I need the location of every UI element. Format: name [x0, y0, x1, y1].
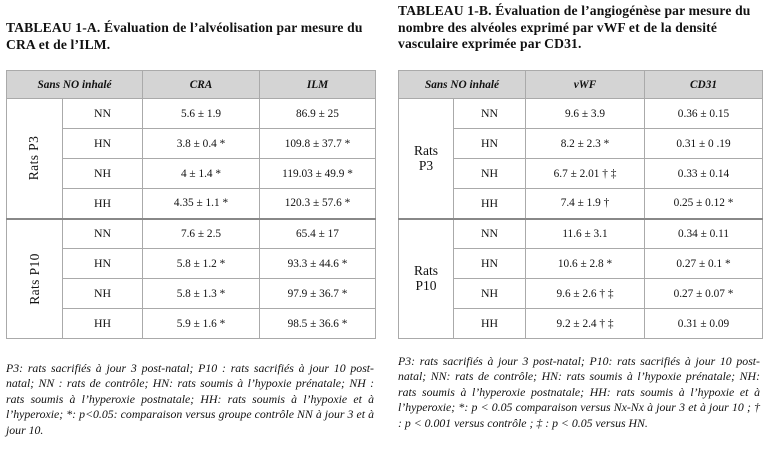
- cra-value: 4.35 ± 1.1 *: [143, 189, 260, 219]
- condition-label: HN: [454, 249, 526, 279]
- cra-value: 5.8 ± 1.2 *: [143, 249, 260, 279]
- condition-label: NH: [454, 159, 526, 189]
- group-label-line: P10: [415, 278, 437, 294]
- cd31-value: 0.27 ± 0.1 *: [645, 249, 763, 279]
- ilm-value: 65.4 ± 17: [260, 219, 376, 249]
- cd31-value: 0.34 ± 0.11: [645, 219, 763, 249]
- vwf-value: 11.6 ± 3.1: [526, 219, 645, 249]
- table-row: [7, 309, 376, 339]
- condition-label: HH: [63, 309, 143, 339]
- group-label: [414, 143, 438, 173]
- cra-value: 5.8 ± 1.3 *: [143, 279, 260, 309]
- ilm-value: 93.3 ± 44.6 *: [260, 249, 376, 279]
- vwf-value: 10.6 ± 2.8 *: [526, 249, 645, 279]
- ilm-value: 98.5 ± 36.6 *: [260, 309, 376, 339]
- table-b-footnote: P3: rats sacrifiés à jour 3 post-natal; P10: rats sacrifiés à jour 10 post-natal; NN: rats de contrôle; HN: rats soumis à l’hypoxie prénatale; NH: rats soumis à l’hyperoxie postnatale; HH: rats soumis à l’hypoxie et à l’hyperoxie; *: p < 0.05 comparaison versus Nx-Nx à jour 3 et à jour 10 ; † : p < 0.001 versus contrôle ; ‡ : p < 0.05 versus HN.: [398, 354, 760, 430]
- table-row: [399, 219, 763, 249]
- cd31-value: 0.31 ± 0.09: [645, 309, 763, 339]
- table-row: [7, 189, 376, 219]
- table-a-col-header-ilm: ILM: [260, 71, 376, 99]
- cra-value: 4 ± 1.4 *: [143, 159, 260, 189]
- condition-label: NN: [454, 219, 526, 249]
- table-row: [399, 279, 763, 309]
- condition-label: NN: [454, 99, 526, 129]
- group-label: [414, 263, 438, 293]
- table-row: [399, 99, 763, 129]
- condition-label: HH: [454, 189, 526, 219]
- table-a-corner-header: Sans NO inhalé: [7, 71, 143, 99]
- ilm-value: 86.9 ± 25: [260, 99, 376, 129]
- group-label: Rats P3: [26, 136, 42, 181]
- condition-label: HN: [63, 129, 143, 159]
- table-b-corner-header: Sans NO inhalé: [399, 71, 526, 99]
- table-row: [399, 159, 763, 189]
- group-label-line: Rats: [413, 142, 438, 158]
- table-row: [7, 129, 376, 159]
- condition-label: NH: [63, 159, 143, 189]
- table-b-title: TABLEAU 1-B. Évaluation de l’angiogénèse par mesure du nombre des alvéoles exprimé par vWF et de la densité vasculaire exprimée par CD31.: [398, 3, 751, 51]
- table-row: [399, 249, 763, 279]
- vwf-value: 8.2 ± 2.3 *: [526, 129, 645, 159]
- table-row: [7, 99, 376, 129]
- group-label-line: Rats: [413, 263, 438, 279]
- table-row: [7, 249, 376, 279]
- vwf-value: 6.7 ± 2.01 † ‡: [526, 159, 645, 189]
- group-label: Rats P10: [26, 252, 42, 305]
- vwf-value: 9.6 ± 3.9: [526, 99, 645, 129]
- group-label-line: P3: [418, 157, 434, 173]
- cd31-value: 0.36 ± 0.15: [645, 99, 763, 129]
- cd31-value: 0.27 ± 0.07 *: [645, 279, 763, 309]
- table-row: [399, 129, 763, 159]
- table-row: [7, 159, 376, 189]
- table-b-group-p3: [399, 99, 454, 219]
- table-panel-a: [6, 0, 377, 437]
- cd31-value: 0.31 ± 0 .19: [645, 129, 763, 159]
- condition-label: HH: [454, 309, 526, 339]
- table-a-footnote: P3: rats sacrifiés à jour 3 post-natal; P10 : rats sacrifiés à jour 10 post-natal; NN : rats de contrôle; HN: rats soumis à l’hypoxie prénatale; NH : rats soumis à l’hyperoxie postnatale; HH: rats soumis à l’hypoxie et à l’hyperoxie; *: p<0.05: comparaison versus groupe contrôle NN à jour 3 et à jour 10.: [6, 361, 374, 437]
- table-a-group-p10: [7, 219, 63, 339]
- vwf-value: 9.2 ± 2.4 † ‡: [526, 309, 645, 339]
- ilm-value: 120.3 ± 57.6 *: [260, 189, 376, 219]
- condition-label: HH: [63, 189, 143, 219]
- condition-label: NH: [63, 279, 143, 309]
- condition-label: NN: [63, 219, 143, 249]
- cd31-value: 0.33 ± 0.14: [645, 159, 763, 189]
- table-row: [7, 219, 376, 249]
- condition-label: HN: [63, 249, 143, 279]
- table-row: [399, 309, 763, 339]
- table-a-group-p3: [7, 99, 63, 219]
- condition-label: NH: [454, 279, 526, 309]
- cra-value: 7.6 ± 2.5: [143, 219, 260, 249]
- table-a-col-header-cra: CRA: [143, 71, 260, 99]
- table-row: [399, 189, 763, 219]
- ilm-value: 109.8 ± 37.7 *: [260, 129, 376, 159]
- vwf-value: 9.6 ± 2.6 † ‡: [526, 279, 645, 309]
- ilm-value: 97.9 ± 36.7 *: [260, 279, 376, 309]
- cd31-value: 0.25 ± 0.12 *: [645, 189, 763, 219]
- cra-value: 5.9 ± 1.6 *: [143, 309, 260, 339]
- cra-value: 5.6 ± 1.9: [143, 99, 260, 129]
- condition-label: HN: [454, 129, 526, 159]
- table-b-col-header-vwf: vWF: [526, 71, 645, 99]
- table-b: [398, 70, 763, 339]
- table-a: [6, 70, 376, 339]
- table-panel-b: [398, 0, 763, 430]
- table-b-col-header-cd31: CD31: [645, 71, 763, 99]
- ilm-value: 119.03 ± 49.9 *: [260, 159, 376, 189]
- condition-label: NN: [63, 99, 143, 129]
- vwf-value: 7.4 ± 1.9 †: [526, 189, 645, 219]
- table-row: [7, 279, 376, 309]
- table-a-title: TABLEAU 1-A. Évaluation de l’alvéolisation par mesure du CRA et de l’ILM.: [6, 20, 363, 52]
- table-b-group-p10: [399, 219, 454, 339]
- cra-value: 3.8 ± 0.4 *: [143, 129, 260, 159]
